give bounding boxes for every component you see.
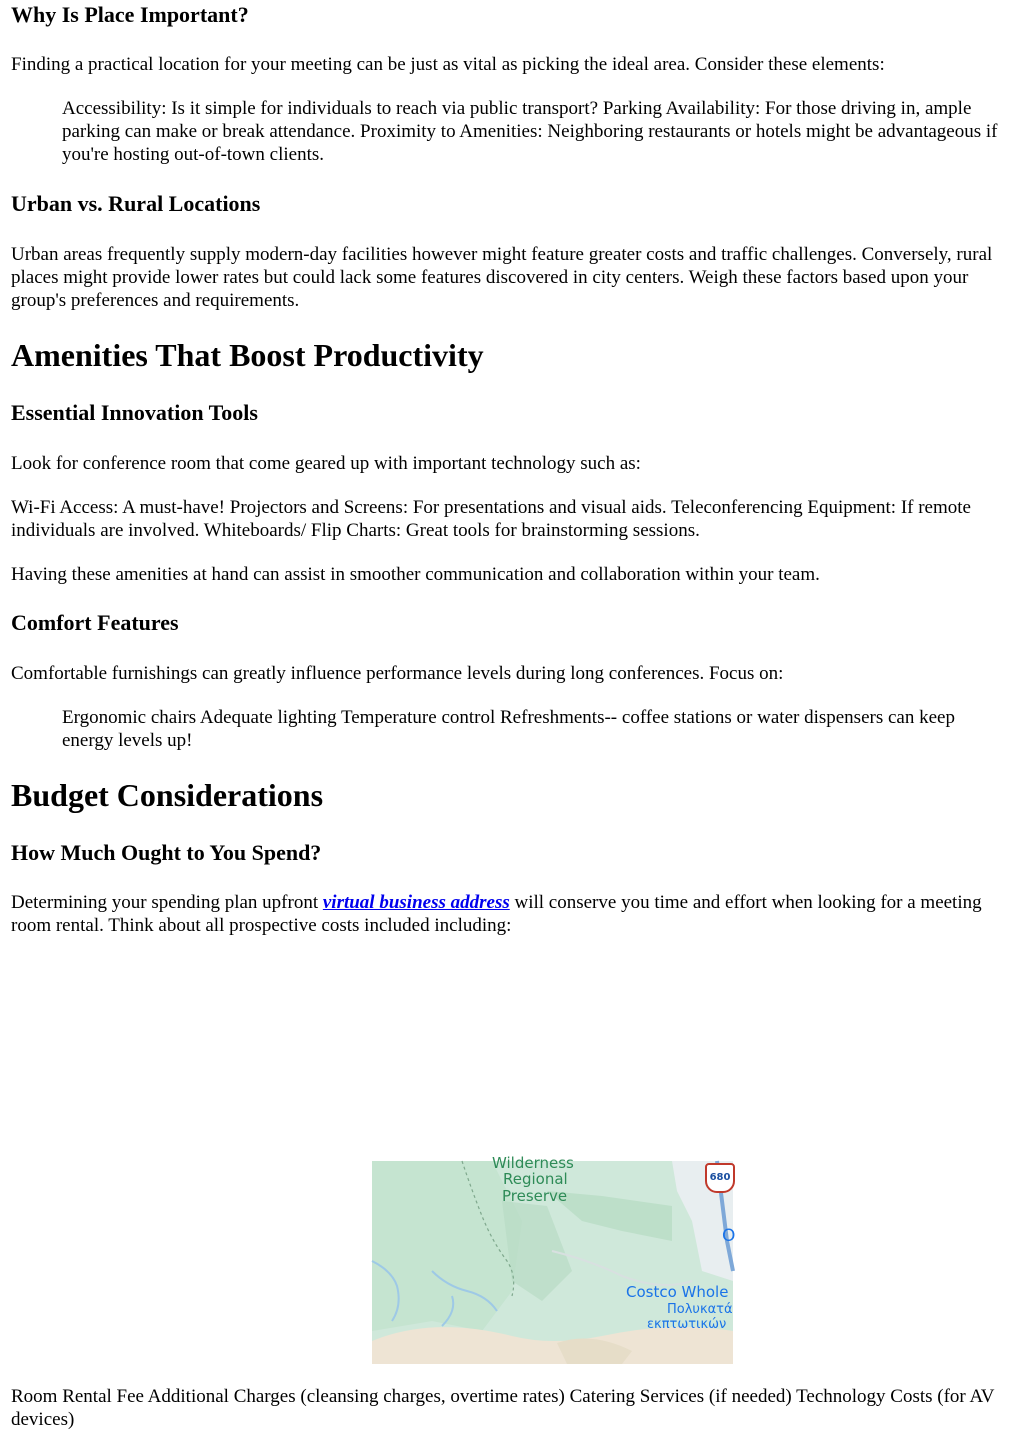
map-label-edge: O [722,1226,736,1246]
section-heading-place: Why Is Place Important? [11,2,249,27]
map-label-costco: Costco Whole [626,1283,729,1301]
map-forest-area-west [372,1161,522,1331]
costs-list-paragraph: Room Rental Fee Additional Charges (cleansing charges, overtime rates) Catering Services (if needed) Technology Costs (for AV devices) [11,1386,995,1430]
tools-list-paragraph: Wi-Fi Access: A must-have! Projectors and Screens: For presentations and visual aids. Teleconferencing Equipment: If remote individuals are involved. Whiteboards/ Flip Charts: Great tools for brainstorming sessions. [11,497,971,541]
map-label-greek-1: Πολυκατά [667,1302,733,1317]
urban-rural-paragraph: Urban areas frequently supply modern-day facilities however might feature greater costs and traffic challenges. Conversely, rural places might provide lower rates but could lack some features discovered in city centers. Weigh these factors based upon your group's preferences and requirements. [11,244,993,311]
section-heading-comfort: Comfort Features [11,610,179,635]
spend-text-before: Determining your spending plan upfront [11,892,323,913]
section-heading-budget: Budget Considerations [11,777,324,813]
highway-shield-icon [705,1163,735,1193]
section-heading-amenities: Amenities That Boost Productivity [11,337,484,373]
section-heading-tools: Essential Innovation Tools [11,400,258,425]
comfort-intro-paragraph: Comfortable furnishings can greatly influence performance levels during long conferences. Focus on: [11,663,784,684]
location-map[interactable] [372,1154,736,1364]
virtual-business-address-link[interactable]: virtual business address [322,892,510,913]
map-label-regional: Regional [503,1170,568,1188]
map-label-wilderness: Wilderness [492,1154,574,1172]
spend-text-after: will conserve you time and effort when looking for a meeting room rental. Think about all prospective costs included including: [11,892,982,936]
highway-shield-number: 680 [709,1172,731,1183]
place-considerations-list: Accessibility: Is it simple for individuals to reach via public transport? Parking Availability: For those driving in, ample parking can make or break attendance. Proximity to Amenities: Neighboring restaurants or hotels might be advantageous if you're hosting out-of-town clients. [62,98,998,165]
section-heading-spend: How Much Ought to You Spend? [11,840,322,865]
tools-intro-paragraph: Look for conference room that come geared up with important technology such as: [11,453,641,474]
comfort-features-list: Ergonomic chairs Adequate lighting Temperature control Refreshments-- coffee stations or water dispensers can keep energy levels up! [62,707,955,751]
spend-paragraph [11,891,1013,937]
map-label-preserve: Preserve [502,1187,568,1205]
place-intro-paragraph: Finding a practical location for your meeting can be just as vital as picking the ideal area. Consider these elements: [11,54,885,75]
tools-outro-paragraph: Having these amenities at hand can assist in smoother communication and collaboration within your team. [11,564,820,585]
map-label-greek-2: εκπτωτικών [647,1317,727,1332]
section-heading-urban-rural: Urban vs. Rural Locations [11,191,261,216]
